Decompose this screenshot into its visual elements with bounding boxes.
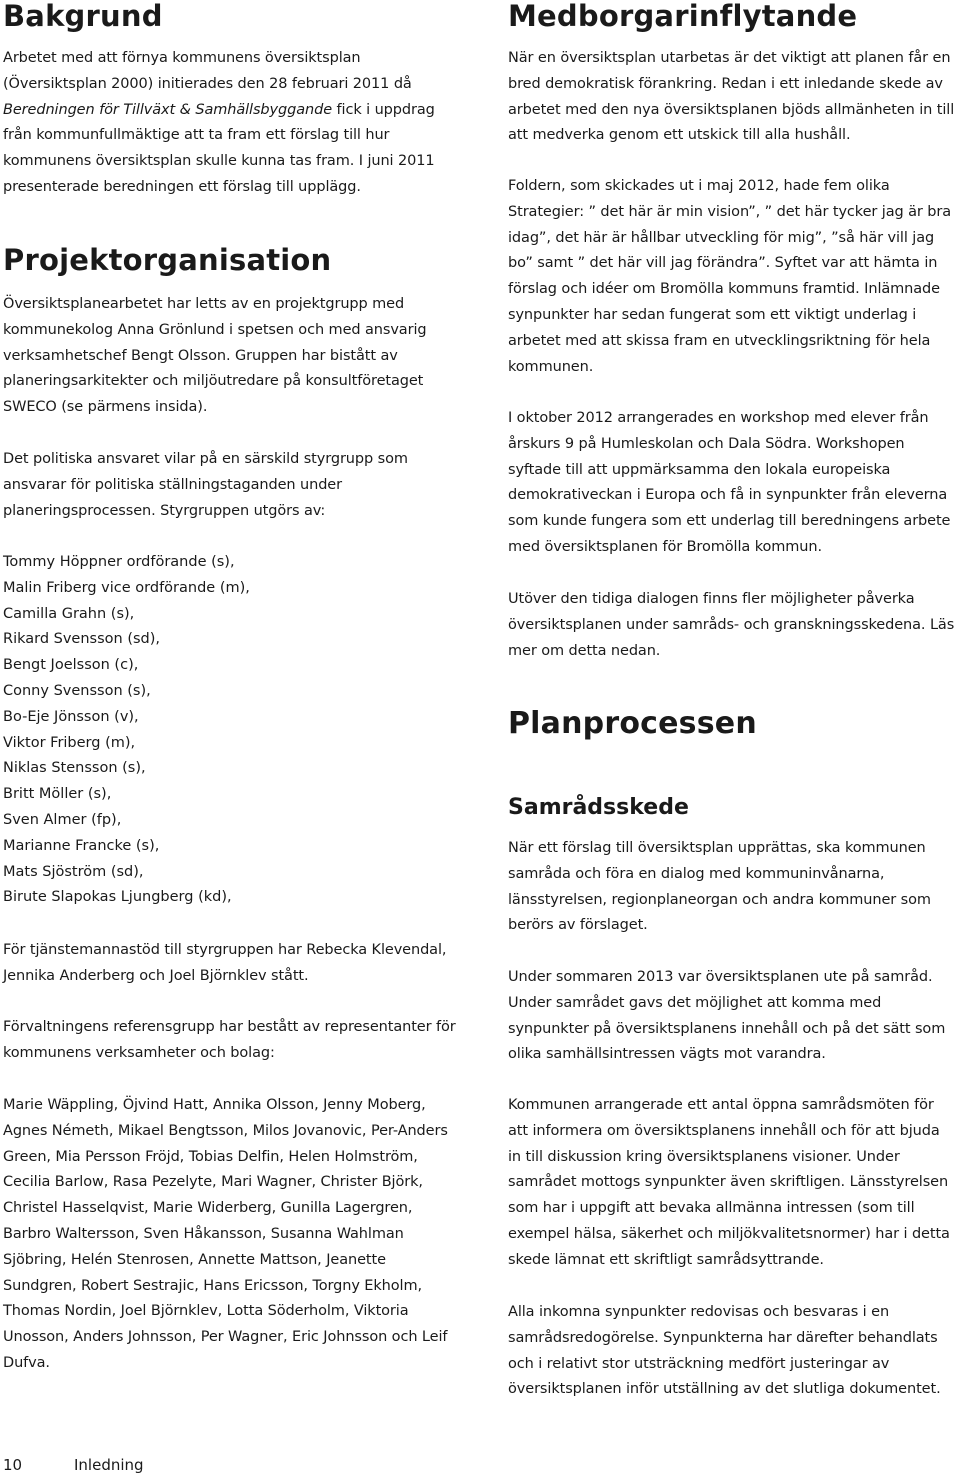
medborgar-paragraph-4: Utöver den tidiga dialogen finns fler möjligheter påverka översiktsplanen under samråds- och granskningsskedena. Läs mer om detta nedan. — [508, 591, 955, 659]
bakgrund-text-2: fick i uppdrag från kommunfullmäktige att ta fram ett förslag till hur kommunens översiktsplan skulle kunna tas fram. I juni 2011 presenterade beredningen ett förslag till upplägg. — [3, 101, 435, 195]
medborgar-paragraph-1: När en översiktsplan utarbetas är det viktigt att planen får en bred demokratisk förankring. Redan i ett inledande skede av arbetet med den nya översiktsplanen bjöds allmänheten in till att medverka genom ett utskick till alla hushåll. — [508, 50, 955, 144]
bakgrund-text-1: Arbetet med att förnya kommunens översiktsplan (Översiktsplan 2000) initierades den 28 februari 2011 då — [3, 50, 412, 92]
member-item: Birute Slapokas Ljungberg (kd), — [3, 889, 232, 906]
member-item: Bo-Eje Jönsson (v), — [3, 708, 139, 725]
heading-medborgarinflytande: Medborgarinflytande — [508, 0, 858, 33]
samrad-paragraph-1: När ett förslag till översiktsplan upprättas, ska kommunen samråda och föra en dialog med kommuninvånarna, länsstyrelsen, regionplaneorgan och andra kommuner som berörs av förslaget. — [508, 840, 931, 934]
projekt-paragraph-3: För tjänstemannastöd till styrgruppen har Rebecka Klevendal, Jennika Anderberg och Joel Björnklev stått. — [3, 942, 447, 984]
bakgrund-paragraph — [3, 46, 458, 201]
member-item: Niklas Stensson (s), — [3, 760, 146, 777]
member-item: Marianne Francke (s), — [3, 837, 160, 854]
member-item: Tommy Höppner ordförande (s), — [3, 554, 235, 570]
medborgar-paragraph-3: I oktober 2012 arrangerades en workshop med elever från årskurs 9 på Humleskolan och Dala Södra. Workshopen syftade till att uppmärksamma den lokala europeiska demokrativeckan i Europa och få in synpunkter från eleverna som kunde fungera som ett underlag till beredningens arbete med översiktsplanen för Bromölla kommun. — [508, 410, 951, 555]
styrgrupp-member-list — [3, 550, 458, 911]
member-item: Rikard Svensson (sd), — [3, 631, 161, 648]
samrad-paragraph-2: Under sommaren 2013 var översiktsplanen ute på samråd. Under samrådet gavs det möjlighet att komma med synpunkter på översiktsplanens innehåll och på det sätt som olika samhällsintressen vägts mot varandra. — [508, 969, 946, 1063]
subheading-samradsskede: Samrådsskede — [508, 795, 689, 820]
right-column — [508, 0, 956, 1420]
medborgar-paragraph-2: Foldern, som skickades ut i maj 2012, hade fem olika Strategier: ” det här är min vision”, ” det här tycker jag är bra idag”, det här är hållbar utveckling för mig”, ”så här vill jag bo” samt ” det här vill jag förändra”. Syftet var att hämta in förslag och idéer om Bromölla kommuns framtid. Inlämnade synpunkter har sedan fungerat som ett viktigt underlag i arbetet med att skissa fram en utvecklingsriktning för hela kommunen. — [508, 178, 952, 375]
member-item: Britt Möller (s), — [3, 786, 112, 803]
footer-section-label: Inledning — [74, 1456, 144, 1474]
heading-bakgrund: Bakgrund — [3, 0, 163, 33]
samrad-paragraph-4: Alla inkomna synpunkter redovisas och besvaras i en samrådsredogörelse. Synpunkterna har därefter behandlats och i relativt stor utsträckning medfört justeringar av översiktsplanen inför utställning av det slutliga dokumentet. — [508, 1304, 941, 1398]
member-item: Malin Friberg vice ordförande (m), — [3, 579, 250, 596]
member-item: Bengt Joelsson (c), — [3, 657, 139, 674]
projekt-paragraph-2: Det politiska ansvaret vilar på en särskild styrgrupp som ansvarar för politiska ställningstaganden under planeringsprocessen. Styrgruppen utgörs av: — [3, 451, 408, 519]
member-item: Camilla Grahn (s), — [3, 605, 135, 622]
heading-projektorganisation: Projektorganisation — [3, 243, 332, 277]
member-item: Sven Almer (fp), — [3, 811, 122, 828]
left-column — [3, 0, 458, 1420]
projekt-paragraph-1: Översiktsplanearbetet har letts av en projektgrupp med kommunekolog Anna Grönlund i spetsen och med ansvarig verksamhetschef Bengt Olsson. Gruppen har bistått av planeringsarkitekter och miljöutredare på konsultföretaget SWECO (se pärmens insida). — [3, 296, 427, 416]
referensgrupp-names: Marie Wäppling, Öjvind Hatt, Annika Olsson, Jenny Moberg, Agnes Németh, Mikael Bengtsson, Milos Jovanovic, Per-Anders Green, Mia Persson Fröjd, Tobias Delfin, Helen Holmström, Cecilia Barlow, Rasa Pezelyte, Mari Wagner, Christer Björk, Christel Hasselqvist, Marie Widerberg, Gunilla Lagergren, Barbro Waltersson, Sven Håkansson, Susanna Wahlman Sjöbring, Helén Stenrosen, Annette Mattson, Jeanette Sundgren, Robert Sestrajic, Hans Ericsson, Torgny Ekholm, Thomas Nordin, Joel Björnklev, Lotta Söderholm, Viktoria Unosson, Anders Johnsson, Per Wagner, Eric Johnsson och Leif Dufva. — [3, 1097, 448, 1371]
projekt-paragraph-4: Förvaltningens referensgrupp har bestått av representanter för kommunens verksamheter och bolag: — [3, 1019, 456, 1061]
page-number: 10 — [3, 1456, 23, 1474]
member-item: Viktor Friberg (m), — [3, 734, 136, 751]
samrad-paragraph-3: Kommunen arrangerade ett antal öppna samrådsmöten för att informera om översiktsplanens innehåll och för att bjuda in till diskussion kring översiktsplanens visioner. Under samrådet mottogs synpunkter även skriftligen. Länsstyrelsen som har i uppgift att bevaka allmänna intressen (som till exempel hälsa, säkerhet och miljökvalitetsnormer) har i detta skede lämnat ett skriftligt samrådsyttrande. — [508, 1097, 950, 1268]
bakgrund-committee-name: Beredningen för Tillväxt & Samhällsbyggande — [3, 101, 333, 118]
member-item: Mats Sjöström (sd), — [3, 863, 144, 880]
heading-planprocessen: Planprocessen — [508, 706, 757, 741]
member-item: Conny Svensson (s), — [3, 682, 151, 699]
